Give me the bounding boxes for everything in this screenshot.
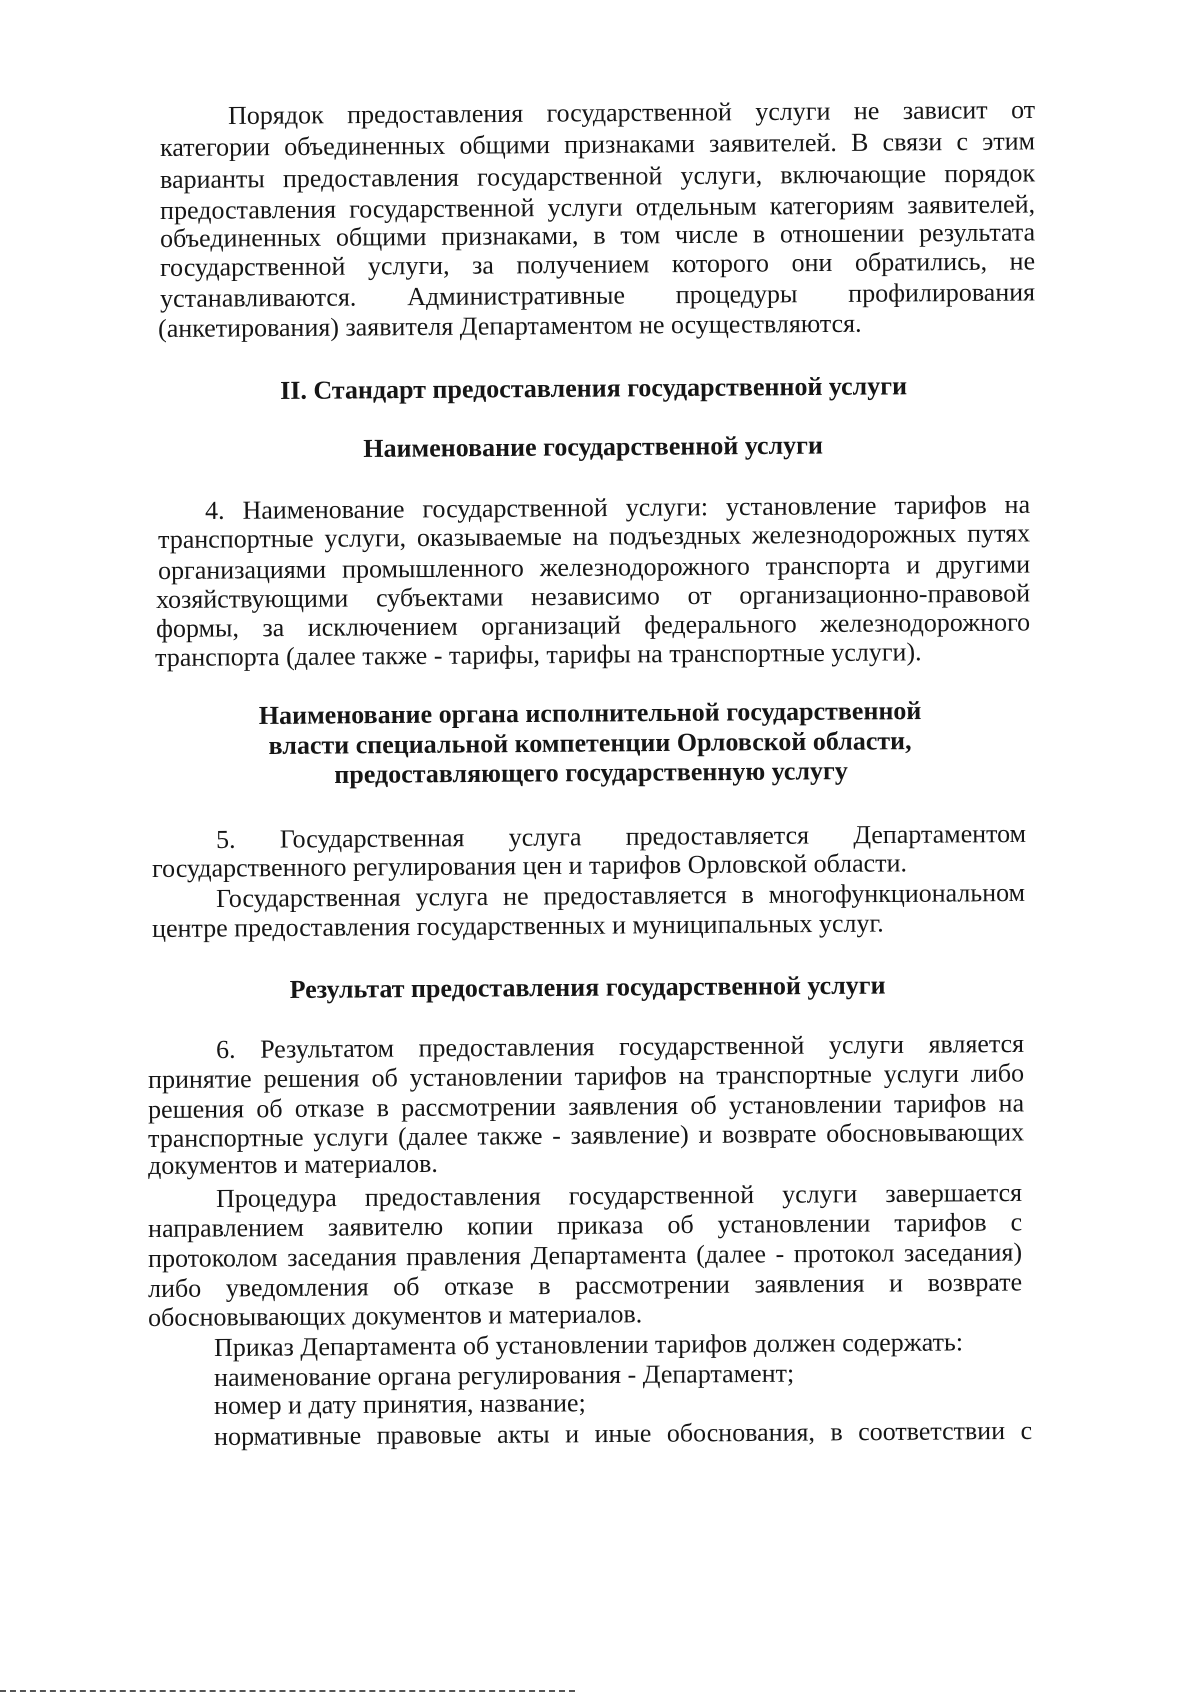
footer-rule — [0, 1690, 575, 1692]
paragraph-6-line-14: нормативные правовые акты и иные обоснования, в соответствии с — [213, 1415, 1033, 1451]
paragraph-6-line-7: направлением заявителю копии приказа об установлении тарифов с — [147, 1207, 1023, 1243]
heading-result: Результат предоставления государственной услуги — [289, 970, 886, 1004]
paragraph-5-line-2: государственного регулирования цен и тарифов Орловской области. — [151, 848, 908, 883]
paragraph-6-line-10: обосновывающих документов и материалов. — [147, 1299, 643, 1332]
paragraph-4-line-6: транспорта (далее также - тарифы, тарифы на транспортные услуги). — [154, 637, 922, 672]
heading-authority-line-1: Наименование органа исполнительной государственной — [258, 696, 922, 730]
paragraph-1-line-3: варианты предоставления государственной услуги, включающие порядок — [159, 158, 1036, 194]
paragraph-5-line-4: центре предоставления государственных и муниципальных услуг. — [151, 908, 884, 943]
paragraph-4-line-3: организациями промышленного железнодорожного транспорта и другими — [157, 549, 1031, 585]
paragraph-1-line-1: Порядок предоставления государственной услуги не зависит от — [227, 94, 1036, 130]
paragraph-4-line-1: 4. Наименование государственной услуги: установление тарифов на — [204, 489, 1031, 525]
section-title: II. Стандарт предоставления государственной услуги — [280, 371, 908, 405]
heading-service-name: Наименование государственной услуги — [363, 430, 823, 463]
paragraph-6-line-6: Процедура предоставления государственной услуги завершается — [215, 1177, 1023, 1213]
heading-authority-line-3: предоставляющего государственную услугу — [334, 756, 848, 789]
paragraph-6-line-9: либо уведомления об отказе в рассмотрении заявления и возврате — [147, 1267, 1023, 1303]
paragraph-6-line-13: номер и дату принятия, название; — [213, 1388, 586, 1420]
paragraph-1-line-5: объединенных общими признаками, в том числе в отношении результата — [159, 217, 1036, 253]
paragraph-6-line-5: документов и материалов. — [147, 1148, 438, 1180]
paragraph-6-line-1: 6. Результатом предоставления государственной услуги является — [215, 1028, 1025, 1064]
paragraph-1-line-2: категории объединенных общими признаками заявителей. В связи с этим — [159, 126, 1036, 162]
paragraph-1-line-6: государственной услуги, за получением которого они обратились, не — [159, 246, 1036, 282]
paragraph-6-line-12: наименование органа регулирования - Департамент; — [213, 1358, 795, 1392]
paragraph-1-line-8: (анкетирования) заявителя Департаментом не осуществляются. — [157, 308, 862, 343]
paragraph-4-line-4: хозяйствующими субъектами независимо от организационно-правовой — [155, 578, 1031, 614]
paragraph-5-line-3: Государственная услуга не предоставляется в многофункциональном — [215, 877, 1026, 913]
paragraph-1-line-7: устанавливаются. Административные процедуры профилирования — [159, 277, 1036, 313]
paragraph-6-line-3: решения об отказе в рассмотрении заявления об установлении тарифов на — [147, 1088, 1025, 1124]
paragraph-1-line-4: предоставления государственной услуги отдельным категориям заявителей, — [159, 189, 1036, 225]
paragraph-6-line-8: протоколом заседания правления Департамента (далее - протокол заседания) — [147, 1237, 1023, 1273]
heading-authority-line-2: власти специальной компетенции Орловской области, — [268, 726, 912, 760]
paragraph-6-line-11: Приказ Департамента об установлении тарифов должен содержать: — [213, 1327, 964, 1362]
paragraph-4-line-2: транспортные услуги, оказываемые на подъездных железнодорожных путях — [157, 518, 1031, 554]
paragraph-4-line-5: формы, за исключением организаций федерального железнодорожного — [155, 607, 1031, 643]
paragraph-6-line-2: принятие решения об установлении тарифов на транспортные услуги либо — [147, 1058, 1025, 1094]
paragraph-6-line-4: транспортные услуги (далее также - заявление) и возврате обосновывающих — [147, 1117, 1025, 1153]
paragraph-5-line-1: 5. Государственная услуга предоставляется Департаментом — [215, 818, 1027, 854]
